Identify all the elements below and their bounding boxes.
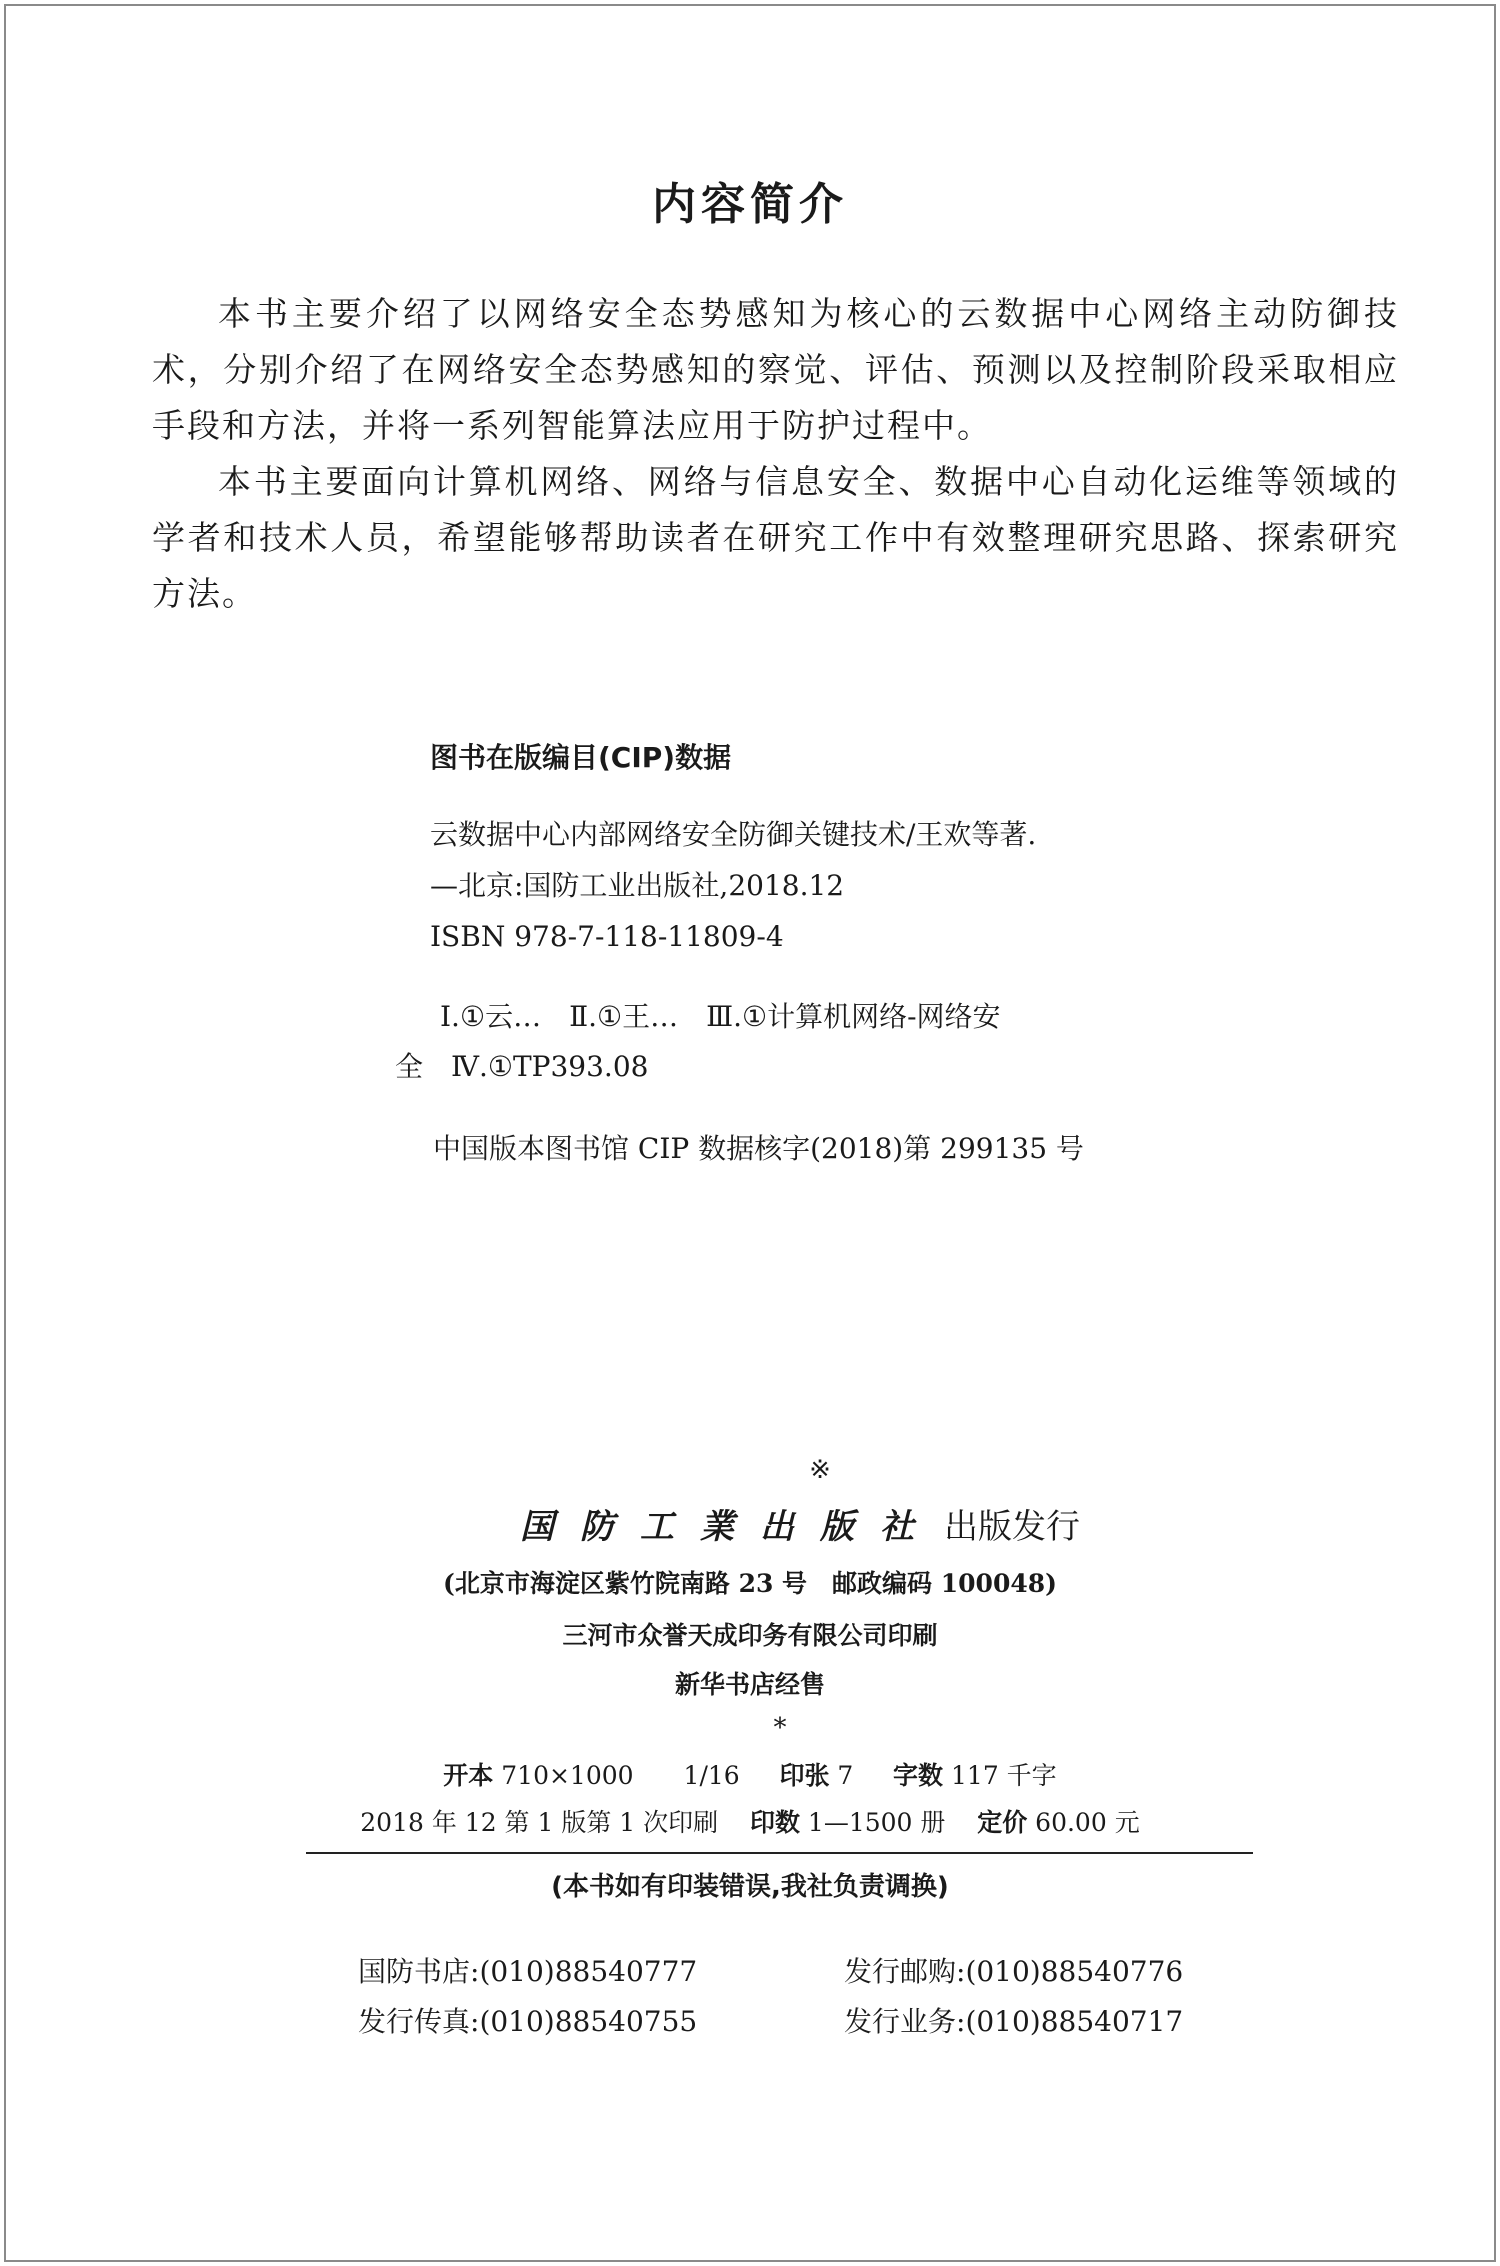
publisher-address: (北京市海淀区紫竹院南路 23 号 邮政编码 100048) [443, 1569, 1057, 1598]
edition-line: 2018 年 12 第 1 版第 1 次印刷 [360, 1808, 719, 1837]
cip-isbn: ISBN 978-7-118-11809-4 [430, 920, 784, 953]
contact-label: 发行业务: [844, 2005, 966, 2038]
contact-label: 国防书店: [358, 1955, 480, 1988]
contact-label: 发行传真: [358, 2005, 480, 2038]
price-label: 定价 [977, 1808, 1028, 1837]
publisher-logo: 国防工業出版社 [520, 1507, 940, 1547]
divider-rule [306, 1852, 1253, 1854]
ornament-asterisk: * [773, 1713, 787, 1743]
contact-phone: (010)88540777 [479, 1955, 698, 1988]
price-value: 60.00 元 [1035, 1808, 1140, 1837]
format-value: 710×1000 1/16 [501, 1761, 740, 1790]
contact-phone: (010)88540776 [965, 1955, 1184, 1988]
sheets-value: 7 [837, 1761, 854, 1790]
replacement-notice: (本书如有印装错误,我社负责调换) [551, 1872, 949, 1902]
ornament-reference-mark: ※ [809, 1455, 831, 1485]
cip-classification-line-2: 全 Ⅳ.①TP393.08 [395, 1050, 649, 1083]
print-run-label: 印数 [749, 1808, 800, 1837]
publisher-suffix: 出版发行 [944, 1507, 1080, 1547]
cip-record-number: 中国版本图书馆 CIP 数据核字(2018)第 299135 号 [433, 1132, 1084, 1165]
edition-specs [0, 1803, 1500, 1839]
words-label: 字数 [893, 1761, 944, 1790]
page-title: 内容简介 [652, 179, 848, 230]
contact-mail-order [844, 1950, 1183, 1990]
intro-paragraph-2: 本书主要面向计算机网络、网络与信息安全、数据中心自动化运维等领域的学者和技术人员，希望能够帮助读者在研究工作中有效整理研究思路、探索研究方法。 [152, 462, 1399, 613]
contact-fax [358, 2000, 697, 2040]
seller-line: 新华书店经售 [674, 1670, 825, 1699]
cip-heading: 图书在版编目(CIP)数据 [430, 741, 732, 774]
printer-line: 三河市众誉天成印务有限公司印刷 [562, 1621, 938, 1650]
print-run-value: 1—1500 册 [807, 1808, 946, 1837]
contact-label: 发行邮购: [844, 1955, 966, 1988]
intro-paragraph-1: 本书主要介绍了以网络安全态势感知为核心的云数据中心网络主动防御技术，分别介绍了在网络安全态势感知的察觉、评估、预测以及控制阶段采取相应手段和方法，并将一系列智能算法应用于防护过程中。 [152, 294, 1399, 445]
cip-publisher-line: —北京:国防工业出版社,2018.12 [430, 869, 845, 902]
contact-phone: (010)88540755 [479, 2005, 698, 2038]
publisher-line [0, 1502, 1500, 1552]
contact-phone: (010)88540717 [965, 2005, 1184, 2038]
format-label: 开本 [443, 1761, 494, 1790]
cip-classification-line-1: Ⅰ.①云… Ⅱ.①王… Ⅲ.①计算机网络-网络安 [440, 1000, 1001, 1033]
contact-business [844, 2000, 1183, 2040]
sheets-label: 印张 [779, 1761, 830, 1790]
format-specs [0, 1756, 1500, 1792]
contact-bookstore [358, 1950, 697, 1990]
words-value: 117 千字 [951, 1761, 1057, 1790]
cip-book-title-line: 云数据中心内部网络安全防御关键技术/王欢等著. [430, 818, 1037, 851]
